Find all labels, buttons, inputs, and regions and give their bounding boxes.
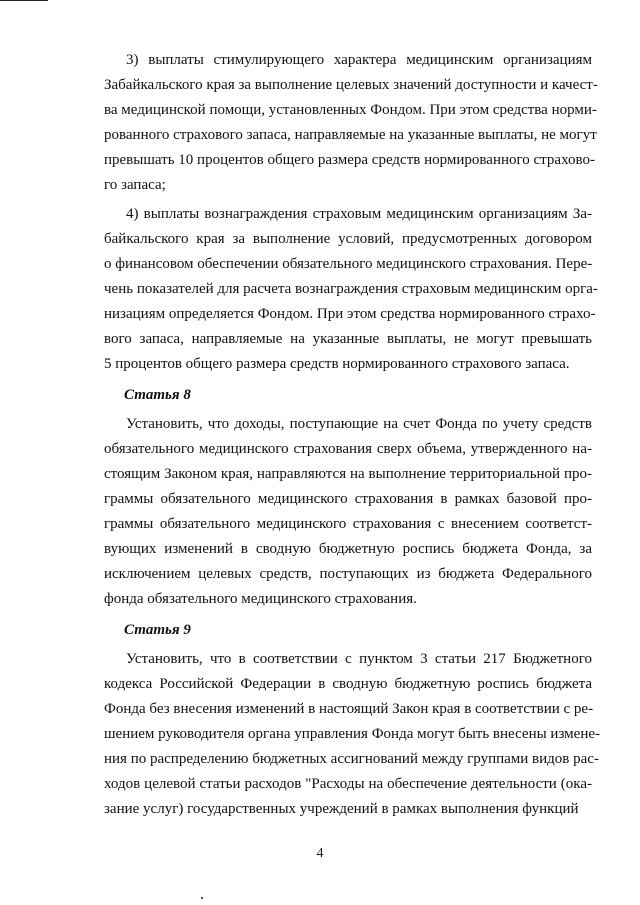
corner-rule (0, 0, 48, 1)
paragraph (104, 412, 592, 612)
paragraph (104, 647, 600, 822)
text-line: стоящим Законом края, направляются на выполнение территориальной про- (104, 466, 592, 482)
article-heading: Статья 9 (124, 622, 191, 638)
text-line: исключением целевых средств, поступающих из бюджета Федерального (104, 566, 592, 582)
page-number: 4 (316, 846, 324, 861)
text-line: о финансовом обеспечении обязательного медицинского страхования. Пере- (104, 256, 593, 272)
text-line: го запаса; (104, 177, 166, 193)
text-line: кодекса Российской Федерации в сводную бюджетную роспись бюджета (104, 676, 592, 692)
text-line: рованного страхового запаса, направляемые на указанные выплаты, не могут (104, 127, 597, 143)
text-line: вующих изменений в сводную бюджетную роспись бюджета Фонда, за (104, 541, 592, 557)
text-line: шением руководителя органа управления Фонда могут быть внесены измене- (104, 726, 600, 742)
text-line: ва медицинской помощи, установленных Фондом. При этом средства норми- (104, 102, 597, 118)
paragraph (104, 48, 598, 198)
text-line: 3) выплаты стимулирующего характера медицинским организациям (126, 52, 592, 68)
text-line: Установить, что в соответствии с пунктом 3 статьи 217 Бюджетного (126, 651, 592, 667)
text-line: 4) выплаты вознаграждения страховым медицинским организациям За- (126, 206, 592, 222)
text-line: вого запаса, направляемые на указанные выплаты, не могут превышать (104, 331, 592, 347)
text-line: Забайкальского края за выполнение целевых значений доступности и качест- (104, 77, 598, 93)
text-line: низациям определяется Фондом. При этом средства нормированного страхо- (104, 306, 596, 322)
text-line: обязательного медицинского страхования сверх объема, утвержденного на- (104, 441, 592, 457)
document-page (104, 48, 600, 826)
article-heading: Статья 8 (124, 387, 191, 403)
text-line: 5 процентов общего размера средств нормированного страхового запаса. (104, 356, 570, 372)
paragraph (104, 202, 598, 377)
text-line: превышать 10 процентов общего размера средств нормированного страхово- (104, 152, 595, 168)
scan-speck (201, 897, 203, 899)
text-line: Фонда без внесения изменений в настоящий Закон края в соответствии с ре- (104, 701, 594, 717)
text-line: ния по распределению бюджетных ассигнований между группами видов рас- (104, 751, 599, 767)
text-line: байкальского края за выполнение условий, предусмотренных договором (104, 231, 592, 247)
text-line: ходов целевой статьи расходов "Расходы на обеспечение деятельности (ока- (104, 776, 592, 792)
text-line: чень показателей для расчета вознаграждения страховым медицинским орга- (104, 281, 598, 297)
text-line: фонда обязательного медицинского страхования. (104, 591, 417, 607)
text-line: зание услуг) государственных учреждений в рамках выполнения функций (104, 801, 579, 817)
text-line: граммы обязательного медицинского страхования в рамках базовой про- (104, 491, 592, 507)
text-line: граммы обязательного медицинского страхования с внесением соответст- (104, 516, 592, 532)
text-line: Установить, что доходы, поступающие на счет Фонда по учету средств (126, 416, 592, 432)
